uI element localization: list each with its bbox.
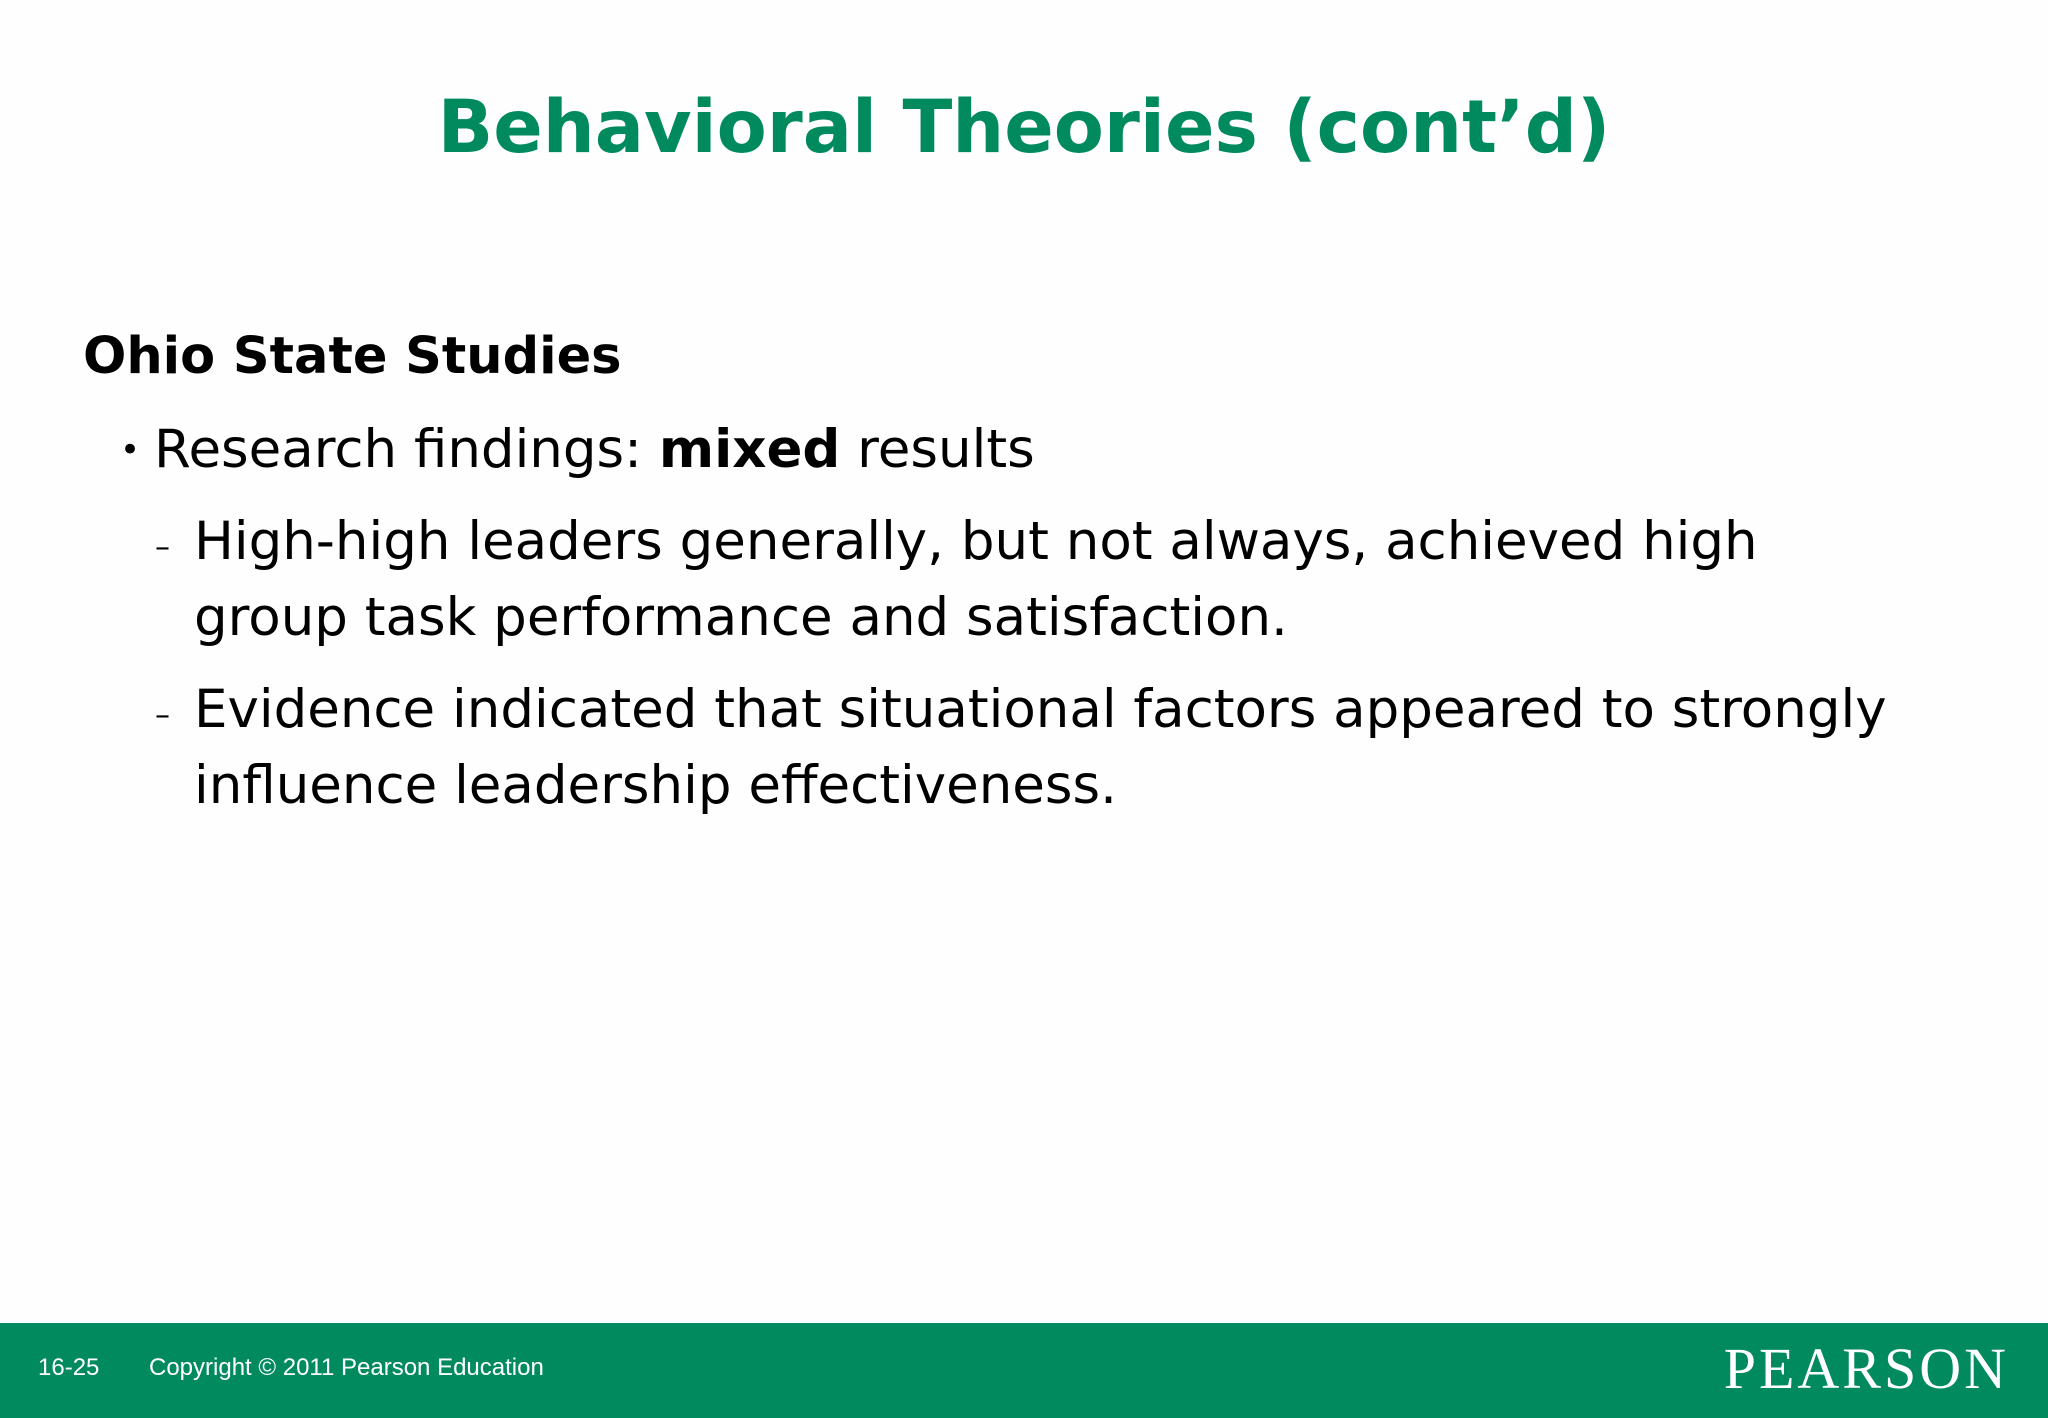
bullet-suffix: results: [840, 419, 1035, 480]
slide-title: Behavioral Theories (cont’d): [437, 85, 1611, 170]
sub-bullet-marker: –: [155, 698, 170, 733]
bullet-marker: •: [120, 430, 141, 470]
copyright-text: Copyright © 2011 Pearson Education: [149, 1354, 544, 1381]
sub-bullet-text: Evidence indicated that situational factors appeared to strongly influence leadership effectiveness.: [194, 679, 1887, 816]
section-heading: Ohio State Studies: [83, 327, 622, 386]
bullet-bold-word: mixed: [658, 419, 841, 480]
footer-bar: [0, 1323, 2048, 1418]
bullet-prefix: Research findings:: [154, 419, 659, 480]
sub-bullet-text: High-high leaders generally, but not always, achieved high group task performance and satisfaction.: [194, 511, 1758, 648]
sub-bullet-marker: –: [155, 530, 170, 565]
pearson-logo: PEARSON: [1723, 1336, 2009, 1401]
page-number: 16-25: [38, 1354, 100, 1381]
sub-bullet-item: [155, 672, 1915, 824]
sub-bullet-item: [155, 504, 1915, 656]
bullet-item: [120, 414, 1035, 486]
